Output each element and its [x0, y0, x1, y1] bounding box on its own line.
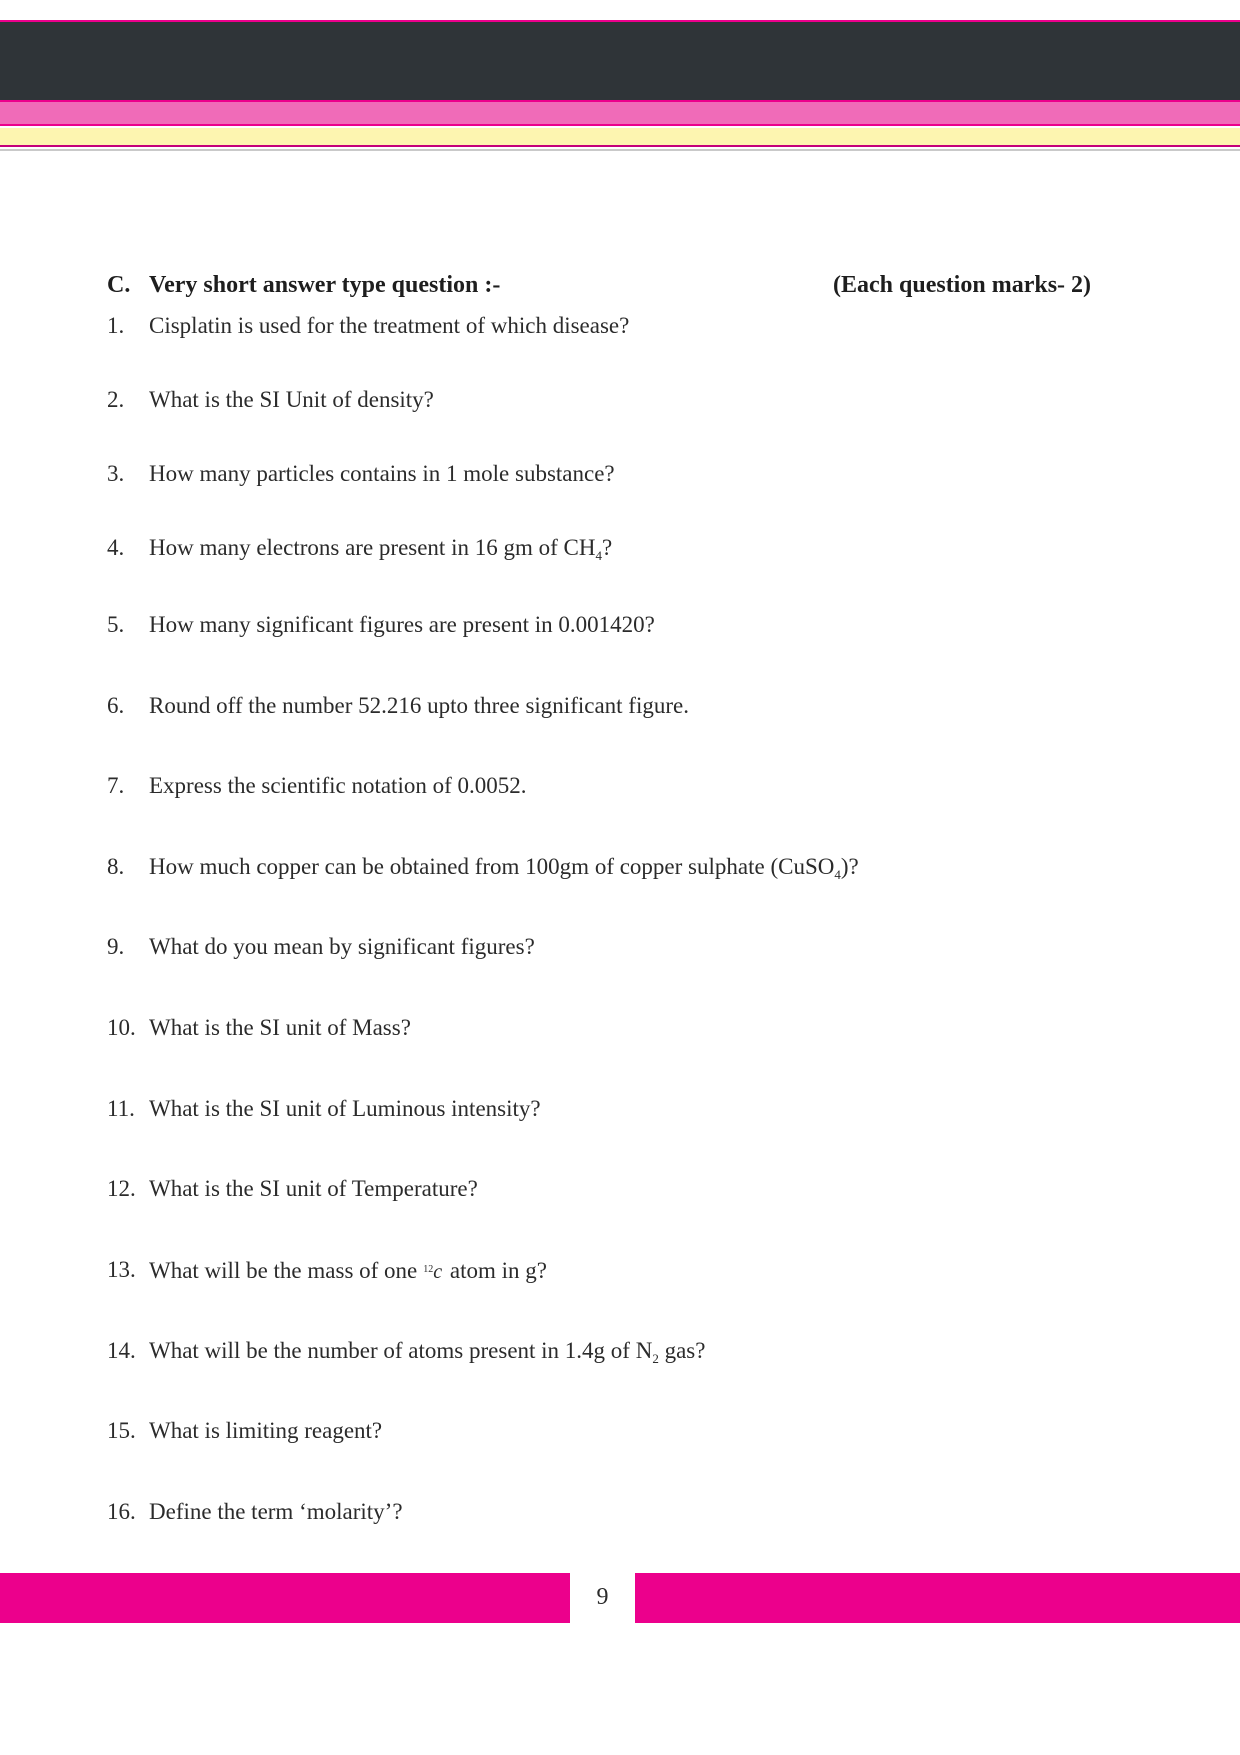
subscript: 4 [595, 548, 602, 563]
page-number: 9 [596, 1584, 609, 1610]
question-text: How much copper can be obtained from 100gm of copper sulphate (CuSO$_4$)? [149, 854, 859, 882]
isotope-symbol: c [433, 1261, 443, 1283]
question-number: 3. [107, 461, 125, 486]
header-dark-band [0, 22, 1240, 100]
question-text: What will be the number of atoms present in 1.4g of $N_2$ gas? [149, 1338, 706, 1366]
question-number: 11. [107, 1096, 135, 1121]
subscript: 2 [652, 1351, 659, 1366]
question-number: 2. [107, 387, 125, 412]
isotope-mass-number: 12 [423, 1264, 434, 1275]
section-marks: (Each question marks- 2) [833, 272, 1092, 298]
question-text: Round off the number 52.216 upto three significant figure. [149, 693, 689, 718]
question-text: Express the scientific notation of 0.0052. [149, 773, 527, 798]
question-number: 9. [107, 934, 125, 959]
question-text: What is the SI Unit of density? [149, 387, 434, 412]
question-text: What do you mean by significant figures? [149, 934, 535, 959]
question-number: 12. [107, 1176, 136, 1201]
subscript: 4 [834, 867, 841, 882]
question-text: Cisplatin is used for the treatment of which disease? [149, 313, 630, 338]
question-text: What is the SI unit of Luminous intensity? [149, 1096, 541, 1121]
question-number: 16. [107, 1499, 136, 1524]
section-title: Very short answer type question :- [149, 272, 501, 298]
question-text: How many significant figures are present in 0.001420? [149, 612, 655, 637]
footer-band-left [0, 1573, 570, 1623]
header-yellow-band [0, 128, 1240, 145]
question-text: How many electrons are present in 16 gm of $CH_4$? [149, 535, 613, 563]
question-number: 13. [107, 1257, 136, 1282]
question-text: Define the term ‘molarity’? [149, 1499, 403, 1524]
question-number: 4. [107, 535, 125, 560]
footer-band-right [635, 1573, 1240, 1623]
question-number: 10. [107, 1015, 136, 1040]
question-text: What is limiting reagent? [149, 1418, 383, 1443]
question-text: What is the SI unit of Temperature? [149, 1176, 478, 1201]
question-number: 7. [107, 773, 125, 798]
header-grey-rule [0, 149, 1240, 151]
question-number: 15. [107, 1418, 136, 1443]
question-number: 14. [107, 1338, 136, 1363]
question-text: How many particles contains in 1 mole substance? [149, 461, 615, 486]
question-number: 6. [107, 693, 125, 718]
header-magenta-rule [0, 145, 1240, 147]
question-number: 5. [107, 612, 125, 637]
question-text: What will be the mass of one $^{12}$c atom in g? [149, 1258, 547, 1283]
section-letter: C. [107, 272, 131, 298]
question-text: What is the SI unit of Mass? [149, 1015, 411, 1040]
question-number: 8. [107, 854, 125, 879]
header-pink-band [0, 100, 1240, 126]
question-number: 1. [107, 313, 125, 338]
